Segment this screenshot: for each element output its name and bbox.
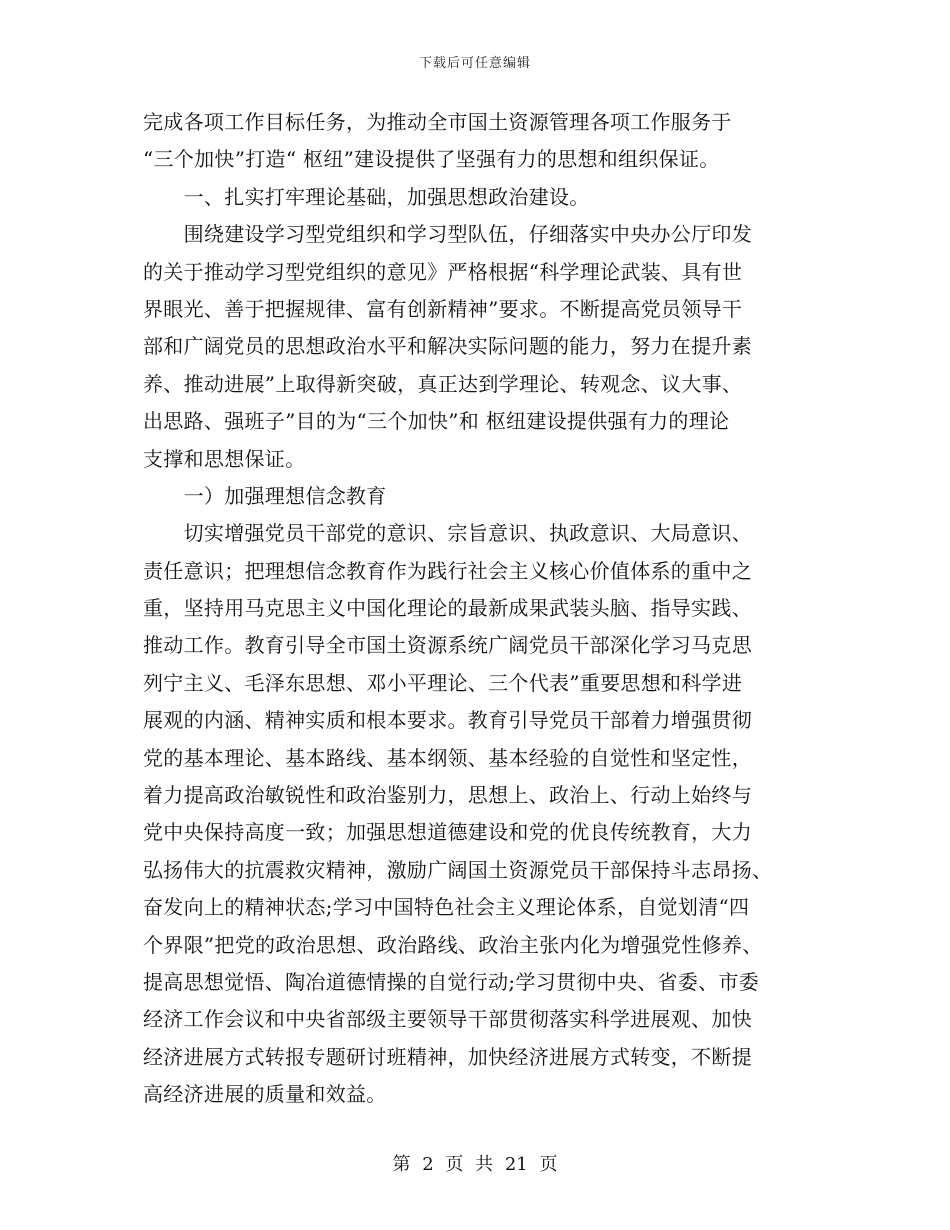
page-number-footer: 第 2 页 共 21 页 bbox=[392, 1154, 558, 1175]
text-line: 围绕建设学习型党组织和学习型队伍，仔细落实中央办公厅印发 bbox=[143, 222, 752, 247]
text-line: 切实增强党员干部党的意识、宗旨意识、执政意识、大局意识、 bbox=[143, 521, 752, 546]
text-line: 重，坚持用马克思主义中国化理论的最新成果武装头脑、指导实践、 bbox=[143, 596, 752, 621]
text-line: 奋发向上的精神状态;学习中国特色社会主义理论体系，自觉划清“四 bbox=[143, 895, 750, 920]
page-header: 下载后可任意编辑 bbox=[418, 56, 531, 71]
text-line: 完成各项工作目标任务，为推动全市国土资源管理各项工作服务于 bbox=[143, 110, 732, 134]
section-heading: 一、扎实打牢理论基础，加强思想政治建设。 bbox=[143, 184, 590, 209]
text-line: 责任意识；把理想信念教育作为践行社会主义核心价值体系的重中之 bbox=[143, 558, 752, 583]
subsection-heading: 一）加强理想信念教育 bbox=[143, 483, 387, 508]
text-line: 提高思想觉悟、陶冶道德情操的自觉行动;学习贯彻中央、省委、市委 bbox=[143, 969, 760, 994]
text-line: 经济工作会议和中央省部级主要领导干部贯彻落实科学进展观、加快 bbox=[143, 1007, 752, 1032]
text-line: 党的基本理论、基本路线、基本纲领、基本经验的自觉性和坚定性， bbox=[143, 745, 752, 770]
text-line: 个界限”把党的政治思想、政治路线、政治主张内化为增强党性修养、 bbox=[143, 932, 763, 957]
text-line: 弘扬伟大的抗震救灾精神，激励广阔国土资源党员干部保持斗志昂扬、 bbox=[143, 857, 773, 882]
text-line: 推动工作。教育引导全市国土资源系统广阔党员干部深化学习马克思 bbox=[143, 633, 752, 658]
text-line: 经济进展方式转报专题研讨班精神，加快经济进展方式转变，不断提 bbox=[143, 1044, 752, 1069]
text-line: 党中央保持高度一致；加强思想道德建设和党的优良传统教育，大力 bbox=[143, 820, 752, 845]
text-line: 着力提高政治敏锐性和政治鉴别力，思想上、政治上、行动上始终与 bbox=[143, 783, 752, 808]
text-line: “三个加快”打造“ 枢纽”建设提供了坚强有力的思想和组织保证。 bbox=[143, 147, 720, 172]
text-line: 高经济进展的质量和效益。 bbox=[143, 1082, 387, 1107]
text-line: 的关于推动学习型党组织的意见》严格根据“科学理论武装、具有世 bbox=[143, 259, 743, 284]
text-line: 出思路、强班子”目的为“三个加快”和 枢纽建设提供强有力的理论 bbox=[143, 409, 730, 434]
text-line: 部和广阔党员的思想政治水平和解决实际问题的能力，努力在提升素 bbox=[143, 334, 752, 359]
document-body bbox=[143, 104, 823, 1114]
text-line: 列宁主义、毛泽东思想、邓小平理论、三个代表”重要思想和科学进 bbox=[143, 670, 743, 695]
text-line: 养、推动进展”上取得新突破，真正达到学理论、转观念、议大事、 bbox=[143, 371, 743, 396]
text-line: 界眼光、善于把握规律、富有创新精神”要求。不断提高党员领导干 bbox=[143, 296, 743, 321]
text-line: 支撑和思想保证。 bbox=[143, 446, 306, 471]
text-line: 展观的内涵、精神实质和根本要求。教育引导党员干部着力增强贯彻 bbox=[143, 708, 752, 733]
